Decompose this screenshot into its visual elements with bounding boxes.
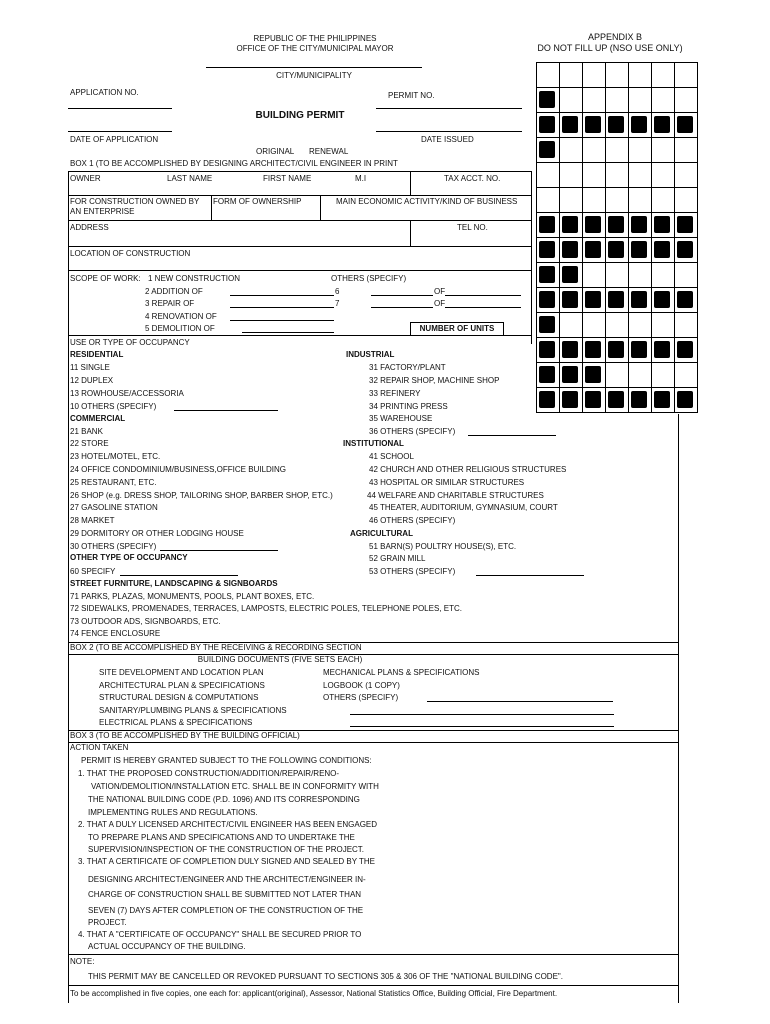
addition-line[interactable] xyxy=(230,295,334,296)
nso-grid-cell-empty xyxy=(606,63,629,88)
nso-grid-row xyxy=(537,288,698,313)
location-label: LOCATION OF CONSTRUCTION xyxy=(70,249,191,258)
nso-grid-cell-filled xyxy=(583,238,606,263)
nso-grid-cell-empty xyxy=(675,313,698,338)
nso-grid-row xyxy=(537,388,698,413)
nso-grid-cell-empty xyxy=(675,88,698,113)
permit-no-label: PERMIT NO. xyxy=(388,91,435,100)
scope-7-label: 7 xyxy=(335,299,340,308)
occupancy-item[interactable]: 10 OTHERS (SPECIFY) xyxy=(70,402,157,411)
others-specify-label: OTHERS (SPECIFY) xyxy=(331,274,407,283)
enterprise-divider-2 xyxy=(320,195,321,220)
box1-right-border xyxy=(531,171,532,344)
nso-grid-cell-empty xyxy=(560,63,583,88)
nso-grid-cell-filled xyxy=(652,113,675,138)
date-issued-line[interactable] xyxy=(376,131,522,132)
nso-grid-cell-filled xyxy=(560,213,583,238)
other-type-header: OTHER TYPE OF OCCUPANCY xyxy=(70,553,188,562)
nso-grid-cell-empty xyxy=(675,163,698,188)
condition-line: DESIGNING ARCHITECT/ENGINEER AND THE ARCHITECT/ENGINEER IN- xyxy=(88,875,366,884)
nso-grid-cell-empty xyxy=(629,138,652,163)
commercial-others-line[interactable] xyxy=(160,550,278,551)
occupancy-right-border xyxy=(678,414,679,643)
box2-right-border xyxy=(678,642,679,1003)
nso-grid-cell-empty xyxy=(652,163,675,188)
first-name-label: FIRST NAME xyxy=(263,174,312,183)
nso-grid-cell-filled xyxy=(583,113,606,138)
nso-grid-cell-empty xyxy=(629,163,652,188)
scope-7-line[interactable] xyxy=(371,307,433,308)
nso-grid-cell-filled xyxy=(606,338,629,363)
scope-6-label: 6 xyxy=(335,287,340,296)
nso-grid-cell-filled xyxy=(537,138,560,163)
nso-grid-cell-filled xyxy=(629,113,652,138)
owner-tax-divider xyxy=(410,171,411,195)
last-name-label: LAST NAME xyxy=(167,174,213,183)
action-taken-label: ACTION TAKEN xyxy=(70,743,129,752)
box1-header: BOX 1 (TO BE ACCOMPLISHED BY DESIGNING ARCHITECT/CIVIL ENGINEER IN PRINT xyxy=(70,159,398,168)
number-of-units-label: NUMBER OF UNITS xyxy=(419,324,495,333)
nso-grid-cell-filled xyxy=(537,113,560,138)
building-documents-header: BUILDING DOCUMENTS (FIVE SETS EACH) xyxy=(197,655,363,664)
scope-item[interactable]: 1 NEW CONSTRUCTION xyxy=(148,274,240,283)
document-item[interactable]: STRUCTURAL DESIGN & COMPUTATIONS xyxy=(99,693,259,702)
appendix-label: APPENDIX B xyxy=(587,32,643,42)
nso-grid-cell-empty xyxy=(606,188,629,213)
scope-item[interactable]: 3 REPAIR OF xyxy=(145,299,195,308)
nso-grid-cell-filled xyxy=(537,363,560,388)
nso-grid-cell-filled xyxy=(560,388,583,413)
application-no-line[interactable] xyxy=(68,108,172,109)
demolition-line[interactable] xyxy=(242,332,334,333)
occupancy-item[interactable]: 29 DORMITORY OR OTHER LODGING HOUSE xyxy=(70,529,244,538)
owner-row-border xyxy=(68,195,532,196)
occupancy-item[interactable]: 44 WELFARE AND CHARITABLE STRUCTURES xyxy=(367,491,544,500)
nso-grid-cell-empty xyxy=(583,188,606,213)
nso-grid-row xyxy=(537,263,698,288)
condition-line: PERMIT IS HEREBY GRANTED SUBJECT TO THE FOLLOWING CONDITIONS: xyxy=(81,756,372,765)
enterprise-owned-label: FOR CONSTRUCTION OWNED BY AN ENTERPRISE xyxy=(70,197,200,216)
tel-no-label: TEL NO. xyxy=(457,223,488,232)
scope-6-of-line[interactable] xyxy=(445,295,521,296)
condition-line: VATION/DEMOLITION/INSTALLATION ETC. SHALL BE IN CONFORMITY WITH xyxy=(91,782,379,791)
nso-grid-row xyxy=(537,338,698,363)
nso-grid-cell-filled xyxy=(606,238,629,263)
box3-header: BOX 3 (TO BE ACCOMPLISHED BY THE BUILDING OFFICIAL) xyxy=(70,731,300,740)
nso-grid-row xyxy=(537,363,698,388)
condition-line: 4. THAT A "CERTIFICATE OF OCCUPANCY" SHALL BE SECURED PRIOR TO xyxy=(78,930,362,939)
nso-grid-row xyxy=(537,138,698,163)
occupancy-item[interactable]: 73 OUTDOOR ADS, SIGNBOARDS, ETC. xyxy=(70,617,221,626)
note-text: THIS PERMIT MAY BE CANCELLED OR REVOKED PURSUANT TO SECTIONS 305 & 306 OF THE "NATIONAL BUILDING CODE". xyxy=(88,972,563,981)
footer-note: To be accomplished in five copies, one each for: applicant(original), Assessor, National Statistics Office, Building Official, Fire Department. xyxy=(70,989,558,998)
nso-grid-cell-empty xyxy=(675,188,698,213)
nso-grid-cell-empty xyxy=(537,163,560,188)
republic-heading: REPUBLIC OF THE PHILIPPINES xyxy=(253,34,377,43)
nso-grid-cell-empty xyxy=(652,363,675,388)
nso-grid-cell-empty xyxy=(629,313,652,338)
street-furniture-header: STREET FURNITURE, LANDSCAPING & SIGNBOARDS xyxy=(70,579,278,588)
occupancy-item[interactable]: 46 OTHERS (SPECIFY) xyxy=(369,516,456,525)
nso-grid-cell-filled xyxy=(560,113,583,138)
condition-line: IMPLEMENTING RULES AND REGULATIONS. xyxy=(88,808,258,817)
nso-grid-cell-empty xyxy=(629,363,652,388)
nso-grid-cell-filled xyxy=(629,388,652,413)
occupancy-item[interactable]: 22 STORE xyxy=(70,439,109,448)
occupancy-item[interactable]: 36 OTHERS (SPECIFY) xyxy=(369,427,456,436)
nso-grid-cell-filled xyxy=(629,238,652,263)
nso-grid-cell-filled xyxy=(583,288,606,313)
occupancy-item[interactable]: 11 SINGLE xyxy=(70,363,110,372)
documents-others-line-2[interactable] xyxy=(350,714,614,715)
scope-7-of-line[interactable] xyxy=(445,307,521,308)
box2-left-border xyxy=(68,642,69,1003)
documents-others-line-3[interactable] xyxy=(350,726,614,727)
occupancy-item[interactable]: 33 REFINERY xyxy=(369,389,421,398)
permit-no-line[interactable] xyxy=(376,108,522,109)
nso-grid-row xyxy=(537,313,698,338)
nso-grid-cell-empty xyxy=(560,138,583,163)
nso-grid-cell-filled xyxy=(675,288,698,313)
number-of-units-box[interactable] xyxy=(410,322,504,336)
city-label: CITY/MUNICIPALITY xyxy=(276,71,352,80)
occupancy-item[interactable]: 71 PARKS, PLAZAS, MONUMENTS, POOLS, PLANT BOXES, ETC. xyxy=(70,592,315,601)
nso-grid-cell-filled xyxy=(583,338,606,363)
nso-grid-cell-filled xyxy=(537,338,560,363)
nso-grid-cell-empty xyxy=(652,138,675,163)
occupancy-item[interactable]: 35 WAREHOUSE xyxy=(369,414,433,423)
nso-grid-cell-empty xyxy=(652,88,675,113)
nso-grid-cell-empty xyxy=(675,363,698,388)
nso-grid-row xyxy=(537,113,698,138)
nso-grid-row xyxy=(537,163,698,188)
nso-grid-cell-filled xyxy=(675,113,698,138)
enterprise-divider-1 xyxy=(211,195,212,220)
form-title: BUILDING PERMIT xyxy=(255,110,345,121)
city-line[interactable] xyxy=(206,67,422,68)
occupancy-item[interactable]: 24 OFFICE CONDOMINIUM/BUSINESS,OFFICE BUILDING xyxy=(70,465,287,474)
occupancy-item[interactable]: 25 RESTAURANT, ETC. xyxy=(70,478,157,487)
nso-grid-cell-filled xyxy=(629,288,652,313)
occupancy-item[interactable]: 26 SHOP (e.g. DRESS SHOP, TAILORING SHOP, BARBER SHOP, ETC.) xyxy=(70,491,333,500)
nso-grid-cell-filled xyxy=(606,113,629,138)
nso-grid-cell-filled xyxy=(537,388,560,413)
document-item[interactable]: MECHANICAL PLANS & SPECIFICATIONS xyxy=(323,668,480,677)
commercial-header: COMMERCIAL xyxy=(70,414,126,423)
address-row-border xyxy=(68,246,532,247)
nso-grid-cell-empty xyxy=(560,313,583,338)
nso-grid-cell-filled xyxy=(629,213,652,238)
industrial-header: INDUSTRIAL xyxy=(346,350,395,359)
condition-line: PROJECT. xyxy=(88,918,127,927)
nso-grid-cell-filled xyxy=(652,213,675,238)
nso-grid-cell-empty xyxy=(606,313,629,338)
of-label: OF xyxy=(434,299,446,308)
nso-grid-cell-filled xyxy=(652,238,675,263)
box3-header-border xyxy=(68,742,679,743)
nso-grid-cell-empty xyxy=(560,88,583,113)
original-option[interactable]: ORIGINAL xyxy=(256,147,295,156)
box3-bottom-border xyxy=(68,985,679,986)
nso-grid-cell-filled xyxy=(537,238,560,263)
location-row-border xyxy=(68,270,532,271)
documents-others-line[interactable] xyxy=(427,701,613,702)
nso-grid-cell-empty xyxy=(652,263,675,288)
nso-grid-cell-empty xyxy=(537,188,560,213)
renewal-option[interactable]: RENEWAL xyxy=(309,147,349,156)
nso-grid-cell-filled xyxy=(675,388,698,413)
occupancy-item[interactable]: 42 CHURCH AND OTHER RELIGIOUS STRUCTURES xyxy=(369,465,567,474)
nso-grid-cell-empty xyxy=(606,263,629,288)
scope-item[interactable]: 2 ADDITION OF xyxy=(145,287,203,296)
of-label: OF xyxy=(434,287,446,296)
document-item[interactable]: OTHERS (SPECIFY) xyxy=(323,693,399,702)
nso-grid-cell-empty xyxy=(629,188,652,213)
industrial-others-line[interactable] xyxy=(468,435,556,436)
nso-grid-cell-empty xyxy=(629,263,652,288)
box2-header: BOX 2 (TO BE ACCOMPLISHED BY THE RECEIVING & RECORDING SECTION xyxy=(70,643,362,652)
occupancy-item[interactable]: 32 REPAIR SHOP, MACHINE SHOP xyxy=(369,376,500,385)
renovation-line[interactable] xyxy=(230,320,334,321)
scope-label: SCOPE OF WORK: xyxy=(70,274,141,283)
occupancy-item[interactable]: 12 DUPLEX xyxy=(70,376,114,385)
nso-grid-cell-filled xyxy=(606,213,629,238)
nso-grid-cell-filled xyxy=(675,213,698,238)
residential-others-line[interactable] xyxy=(174,410,278,411)
nso-grid-cell-empty xyxy=(583,138,606,163)
institutional-header: INSTITUTIONAL xyxy=(343,439,404,448)
occupancy-item[interactable]: 21 BANK xyxy=(70,427,103,436)
occupancy-item[interactable]: 53 OTHERS (SPECIFY) xyxy=(369,567,456,576)
occupancy-item[interactable]: 13 ROWHOUSE/ACCESSORIA xyxy=(70,389,184,398)
document-item[interactable]: ELECTRICAL PLANS & SPECIFICATIONS xyxy=(99,718,253,727)
condition-line: TO PREPARE PLANS AND SPECIFICATIONS AND TO UNDERTAKE THE xyxy=(88,833,355,842)
occupancy-title: USE OR TYPE OF OCCUPANCY xyxy=(70,338,190,347)
nso-grid-cell-filled xyxy=(652,338,675,363)
nso-grid-cell-filled xyxy=(583,388,606,413)
nso-grid-cell-empty xyxy=(652,313,675,338)
occupancy-item[interactable]: 52 GRAIN MILL xyxy=(369,554,426,563)
repair-line[interactable] xyxy=(230,307,334,308)
nso-grid-cell-filled xyxy=(560,238,583,263)
nso-grid-cell-empty xyxy=(652,188,675,213)
tax-acct-label: TAX ACCT. NO. xyxy=(444,174,501,183)
document-item[interactable]: SANITARY/PLUMBING PLANS & SPECIFICATIONS xyxy=(99,706,287,715)
date-application-line[interactable] xyxy=(68,131,172,132)
occupancy-item[interactable]: 72 SIDEWALKS, PROMENADES, TERRACES, LAMPOSTS, ELECTRIC POLES, TELEPHONE POLES, ETC. xyxy=(70,604,462,613)
document-item[interactable]: ARCHITECTURAL PLAN & SPECIFICATIONS xyxy=(99,681,265,690)
office-heading: OFFICE OF THE CITY/MUNICIPAL MAYOR xyxy=(236,44,394,53)
address-tel-divider xyxy=(410,220,411,246)
nso-grid-cell-filled xyxy=(675,338,698,363)
nso-grid-cell-empty xyxy=(606,363,629,388)
main-activity-label: MAIN ECONOMIC ACTIVITY/KIND OF BUSINESS xyxy=(336,197,518,206)
box1-top-border xyxy=(68,171,532,172)
occupancy-item[interactable]: 30 OTHERS (SPECIFY) xyxy=(70,542,157,551)
nso-grid-cell-empty xyxy=(583,313,606,338)
nso-grid-cell-empty xyxy=(606,163,629,188)
note-label: NOTE: xyxy=(70,957,95,966)
scope-item[interactable]: 4 RENOVATION OF xyxy=(145,312,217,321)
agricultural-others-line[interactable] xyxy=(476,575,584,576)
nso-grid-cell-filled xyxy=(583,363,606,388)
occupancy-item[interactable]: 45 THEATER, AUDITORIUM, GYMNASIUM, COURT xyxy=(369,503,558,512)
condition-line: THE NATIONAL BUILDING CODE (P.D. 1096) AND ITS CORRESPONDING xyxy=(88,795,360,804)
document-item[interactable]: SITE DEVELOPMENT AND LOCATION PLAN xyxy=(99,668,264,677)
nso-grid-cell-empty xyxy=(583,263,606,288)
document-item[interactable]: LOGBOOK (1 COPY) xyxy=(323,681,400,690)
occupancy-item[interactable]: 23 HOTEL/MOTEL, ETC. xyxy=(70,452,161,461)
occupancy-item[interactable]: 28 MARKET xyxy=(70,516,115,525)
nso-grid-row xyxy=(537,88,698,113)
nso-grid-row xyxy=(537,188,698,213)
nso-grid-cell-filled xyxy=(606,388,629,413)
condition-line: SUPERVISION/INSPECTION OF THE CONSTRUCTION OF THE PROJECT. xyxy=(88,845,365,854)
nso-grid-cell-empty xyxy=(675,63,698,88)
nso-use-grid xyxy=(536,62,698,413)
nso-grid-cell-empty xyxy=(606,88,629,113)
enterprise-row-border xyxy=(68,220,532,221)
nso-grid-cell-empty xyxy=(537,63,560,88)
nso-grid-cell-empty xyxy=(629,88,652,113)
condition-line: CHARGE OF CONSTRUCTION SHALL BE SUBMITTED NOT LATER THAN xyxy=(88,890,362,899)
occupancy-item[interactable]: 27 GASOLINE STATION xyxy=(70,503,158,512)
nso-grid-cell-empty xyxy=(583,163,606,188)
date-of-application-label: DATE OF APPLICATION xyxy=(70,135,159,144)
nso-grid-cell-empty xyxy=(560,188,583,213)
nso-grid-cell-filled xyxy=(652,288,675,313)
occupancy-item[interactable]: 34 PRINTING PRESS xyxy=(369,402,448,411)
nso-grid-cell-filled xyxy=(537,213,560,238)
nso-grid-cell-empty xyxy=(560,163,583,188)
occupancy-item[interactable]: 51 BARN(S) POULTRY HOUSE(S), ETC. xyxy=(369,542,517,551)
nso-grid-cell-empty xyxy=(652,63,675,88)
nso-grid-cell-filled xyxy=(652,388,675,413)
nso-grid-cell-empty xyxy=(675,138,698,163)
nso-grid-cell-filled xyxy=(537,88,560,113)
condition-line: SEVEN (7) DAYS AFTER COMPLETION OF THE CONSTRUCTION OF THE xyxy=(88,906,364,915)
mi-label: M.I xyxy=(355,174,367,183)
nso-grid-cell-empty xyxy=(629,63,652,88)
condition-line: 2. THAT A DULY LICENSED ARCHITECT/CIVIL ENGINEER HAS BEEN ENGAGED xyxy=(78,820,378,829)
owner-label: OWNER xyxy=(70,174,101,183)
nso-grid-cell-empty xyxy=(675,263,698,288)
nso-grid-cell-empty xyxy=(606,138,629,163)
agricultural-header: AGRICULTURAL xyxy=(350,529,413,538)
nso-grid-cell-filled xyxy=(560,263,583,288)
form-of-ownership-label: FORM OF OWNERSHIP xyxy=(213,197,302,206)
nso-grid-cell-empty xyxy=(583,88,606,113)
nso-grid-row xyxy=(537,238,698,263)
note-top-border xyxy=(68,954,679,955)
nso-grid-cell-filled xyxy=(560,338,583,363)
nso-grid-cell-filled xyxy=(583,213,606,238)
scope-6-line[interactable] xyxy=(371,295,433,296)
nso-grid-cell-filled xyxy=(675,238,698,263)
nso-grid-row xyxy=(537,213,698,238)
condition-line: 3. THAT A CERTIFICATE OF COMPLETION DULY SIGNED AND SEALED BY THE xyxy=(78,857,375,866)
condition-line: 1. THAT THE PROPOSED CONSTRUCTION/ADDITION/REPAIR/RENO- xyxy=(78,769,340,778)
nso-grid-cell-filled xyxy=(606,288,629,313)
nso-grid-cell-filled xyxy=(629,338,652,363)
application-no-label: APPLICATION NO. xyxy=(70,88,139,97)
nso-grid-cell-filled xyxy=(537,288,560,313)
nso-grid-row xyxy=(537,63,698,88)
occupancy-item[interactable]: 60 SPECIFY xyxy=(70,567,116,576)
occupancy-left-border xyxy=(68,335,69,643)
specify-60-line[interactable] xyxy=(120,575,238,576)
occupancy-item[interactable]: 74 FENCE ENCLOSURE xyxy=(70,629,161,638)
box1-left-border xyxy=(68,171,69,344)
occupancy-item[interactable]: 41 SCHOOL xyxy=(369,452,414,461)
nso-grid-cell-empty xyxy=(583,63,606,88)
date-issued-label: DATE ISSUED xyxy=(421,135,474,144)
condition-line: ACTUAL OCCUPANCY OF THE BUILDING. xyxy=(88,942,246,951)
scope-item[interactable]: 5 DEMOLITION OF xyxy=(145,324,215,333)
nso-grid-cell-filled xyxy=(537,263,560,288)
nso-grid-cell-filled xyxy=(537,313,560,338)
occupancy-item[interactable]: 31 FACTORY/PLANT xyxy=(369,363,446,372)
nso-use-note: DO NOT FILL UP (NSO USE ONLY) xyxy=(537,43,683,53)
residential-header: RESIDENTIAL xyxy=(70,350,124,359)
address-label: ADDRESS xyxy=(70,223,109,232)
occupancy-item[interactable]: 43 HOSPITAL OR SIMILAR STRUCTURES xyxy=(369,478,525,487)
nso-grid-cell-filled xyxy=(560,288,583,313)
nso-grid-cell-filled xyxy=(560,363,583,388)
